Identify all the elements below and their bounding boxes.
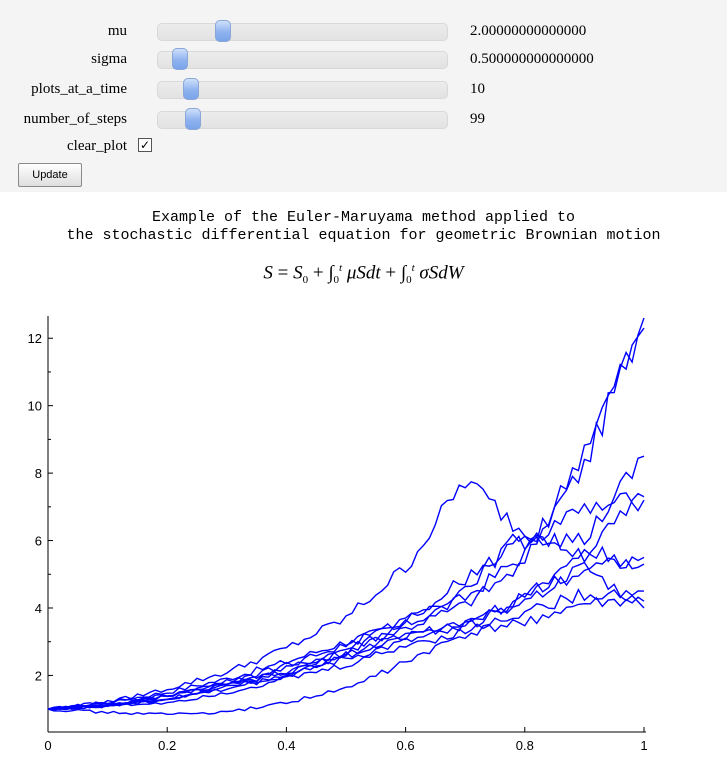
- sigma-slider-handle[interactable]: [172, 48, 188, 70]
- euler-maruyama-chart: [0, 300, 727, 776]
- sigma-value: 0.500000000000000: [470, 51, 594, 67]
- clear-plot-checkbox[interactable]: ✓: [139, 138, 151, 152]
- integral-1: ∫: [328, 262, 334, 284]
- x-tick-label: 0.8: [515, 738, 534, 753]
- integral-2: ∫: [400, 262, 407, 284]
- number-of-steps-value: 99: [470, 111, 485, 127]
- sigma-slider[interactable]: [157, 51, 448, 69]
- clear-plot-label: clear_plot: [67, 138, 127, 154]
- x-tick-label: 1: [640, 738, 648, 753]
- equation-plus-1: +: [312, 262, 324, 284]
- sde-equation: [0, 262, 727, 286]
- y-tick-label: 2: [34, 668, 42, 684]
- plots-at-a-time-slider[interactable]: [157, 81, 448, 99]
- plot-title-line-1: Example of the Euler-Maruyama method applied to: [151, 209, 576, 226]
- y-tick-label: 4: [34, 600, 42, 616]
- series-line-5: [48, 493, 644, 709]
- plot-title-line-2: the stochastic differential equation for geometric Brownian motion: [66, 227, 661, 244]
- interact-controls: [0, 0, 727, 192]
- number-of-steps-slider-handle[interactable]: [185, 108, 201, 130]
- series-line-3: [48, 456, 644, 709]
- equation-s: S: [263, 262, 273, 284]
- x-tick-label: 0: [44, 738, 52, 753]
- y-tick-label: 10: [27, 398, 42, 414]
- equation-term-drift: μSdt: [346, 262, 381, 284]
- plots-at-a-time-value: 10: [470, 81, 485, 97]
- y-tick-label: 6: [34, 533, 42, 549]
- update-button[interactable]: Update: [18, 163, 82, 187]
- y-tick-label: 8: [34, 466, 42, 482]
- number-of-steps-slider[interactable]: [157, 111, 448, 129]
- plot-title: [0, 209, 727, 245]
- x-tick-label: 0.2: [158, 738, 177, 753]
- plots-at-a-time-slider-handle[interactable]: [183, 78, 199, 100]
- equation-plus-2: +: [385, 262, 397, 284]
- mu-slider[interactable]: [157, 23, 448, 41]
- number-of-steps-label: number_of_steps: [23, 111, 127, 127]
- x-tick-label: 0.6: [396, 738, 415, 753]
- sigma-label: sigma: [91, 51, 127, 67]
- equation-term-diffusion: σSdW: [419, 262, 464, 284]
- mu-label: mu: [107, 23, 127, 39]
- integral-2-lower: 0: [406, 274, 412, 287]
- equation-s0: S: [293, 262, 303, 284]
- series-line-1: [48, 318, 644, 709]
- equation-s0-subscript: 0: [302, 274, 309, 287]
- series-line-4: [48, 494, 644, 710]
- equation-equals: =: [277, 262, 289, 284]
- x-tick-label: 0.4: [277, 738, 296, 753]
- series-line-6: [48, 547, 644, 710]
- integral-2-upper: t: [411, 262, 415, 274]
- integral-1-upper: t: [339, 262, 343, 274]
- mu-value: 2.00000000000000: [470, 23, 587, 39]
- y-tick-label: 12: [27, 331, 42, 347]
- mu-slider-handle[interactable]: [215, 20, 231, 42]
- integral-1-lower: 0: [333, 274, 340, 287]
- plots-at-a-time-label: plots_at_a_time: [31, 81, 127, 97]
